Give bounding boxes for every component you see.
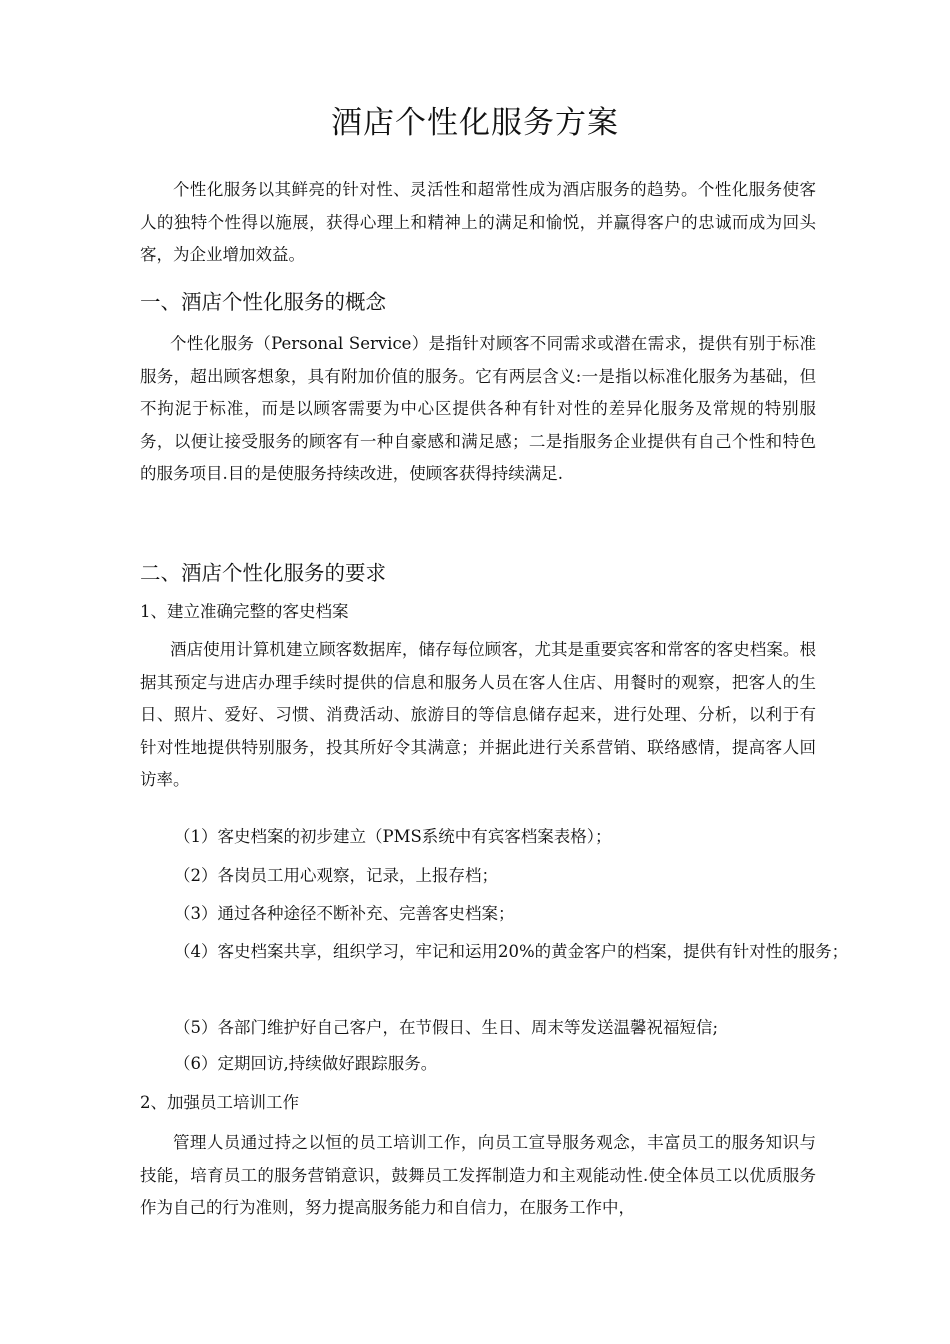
section-2-heading: 二、酒店个性化服务的要求	[140, 561, 386, 585]
list-item-2: （2）各岗员工用心观察，记录，上报存档；	[174, 866, 498, 885]
list-item-4: （4）客史档案共享，组织学习，牢记和运用20%的黄金客户的档案，提供有针对性的服务；	[174, 942, 849, 961]
section-1-body: 个性化服务（Personal Service）是指针对顾客不同需求或潜在需求，提供有别于标准服务，超出顾客想象，具有附加价值的服务。它有两层含义:一是指以标准化服务为基础，但不拘泥于标准，而是以顾客需要为中心区提供各种有针对性的差异化服务及常规的特别服务，以便让接受服务的顾客有一种自豪感和满足感；二是指服务企业提供有自己个性和特色的服务项目.目的是使服务持续改进，使顾客获得持续满足.	[140, 334, 816, 483]
list-item-6: （6）定期回访,持续做好跟踪服务。	[174, 1054, 438, 1073]
list-item-1: （1）客史档案的初步建立（PMS系统中有宾客档案表格）；	[174, 827, 612, 846]
intro-paragraph: 个性化服务以其鲜亮的针对性、灵活性和超常性成为酒店服务的趋势。个性化服务使客人的独特个性得以施展，获得心理上和精神上的满足和愉悦，并赢得客户的忠诚而成为回头客，为企业增加效益。	[140, 180, 816, 264]
subsection-2-body: 管理人员通过持之以恒的员工培训工作，向员工宣导服务观念，丰富员工的服务知识与技能，培育员工的服务营销意识，鼓舞员工发挥制造力和主观能动性.使全体员工以优质服务作为自己的行为准则，努力提高服务能力和自信力，在服务工作中，	[140, 1133, 816, 1217]
section-1-heading: 一、酒店个性化服务的概念	[140, 290, 386, 314]
subsection-1-heading: 1、建立准确完整的客史档案	[140, 602, 349, 621]
list-item-5: （5）各部门维护好自己客户，在节假日、生日、周末等发送温馨祝福短信;	[174, 1018, 719, 1037]
list-item-3: （3）通过各种途径不断补充、完善客史档案；	[174, 904, 515, 923]
subsection-2-heading: 2、加强员工培训工作	[140, 1093, 299, 1112]
document-title: 酒店个性化服务方案	[331, 105, 619, 141]
subsection-1-body: 酒店使用计算机建立顾客数据库，储存每位顾客，尤其是重要宾客和常客的客史档案。根据其预定与进店办理手续时提供的信息和服务人员在客人住店、用餐时的观察，把客人的生日、照片、爱好、习惯、消费活动、旅游目的等信息储存起来，进行处理、分析，以利于有针对性地提供特别服务，投其所好令其满意；并据此进行关系营销、联络感情，提高客人回访率。	[140, 640, 816, 789]
